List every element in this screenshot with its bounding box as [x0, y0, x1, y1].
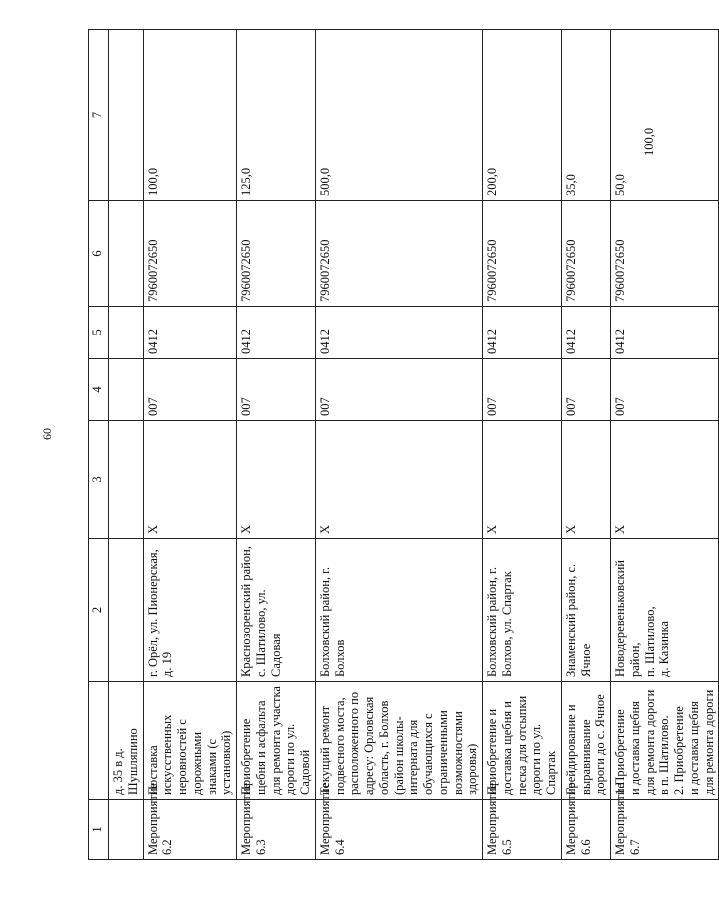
col5-value: 0412	[611, 307, 719, 359]
continuation-row	[109, 30, 144, 860]
col4-value: 007	[483, 359, 562, 421]
measure-address: Новодеревеньковский район, п. Шатилово, д. Казинка	[611, 539, 719, 682]
col3-value: Х	[143, 421, 237, 539]
table-row	[483, 30, 562, 860]
table-row	[143, 30, 237, 860]
measure-description: Приобретение щебня и асфальта для ремонта участка дороги по ул. Садовой	[237, 682, 316, 800]
header-col-7: 7	[89, 30, 109, 201]
col5-value: 0412	[143, 307, 237, 359]
measure-id: Мероприятие 6.3	[237, 800, 316, 860]
col3-value: Х	[561, 421, 610, 539]
col3-value: Х	[483, 421, 562, 539]
header-col-2: 2	[89, 539, 109, 682]
continuation-text: д. 35 в д. Шушляпино	[109, 682, 144, 800]
col7-second-value: 100,0	[641, 127, 656, 156]
col6-value: 7960072650	[611, 201, 719, 307]
col7-cell	[611, 30, 719, 201]
measure-id: Мероприятие 6.4	[315, 800, 482, 860]
table-row	[611, 30, 719, 860]
col5-value: 0412	[315, 307, 482, 359]
col6-value: 7960072650	[237, 201, 316, 307]
measure-address: Болховский район, г. Болхов, ул. Спартак	[483, 539, 562, 682]
col7-value: 35,0	[561, 30, 610, 201]
header-col-1b	[89, 682, 109, 800]
table-row	[561, 30, 610, 860]
cell-empty	[109, 800, 144, 860]
header-col-4: 4	[89, 359, 109, 421]
col5-value: 0412	[561, 307, 610, 359]
measure-id: Мероприятие 6.7	[611, 800, 719, 860]
col6-value: 7960072650	[561, 201, 610, 307]
cell-empty	[109, 359, 144, 421]
measure-description: Приобретение и доставка щебня и песка для отсыпки дороги по ул. Спартак	[483, 682, 562, 800]
col6-value: 7960072650	[143, 201, 237, 307]
cell-empty	[109, 307, 144, 359]
measure-id: Мероприятие 6.2	[143, 800, 237, 860]
col4-value: 007	[143, 359, 237, 421]
measure-description: Текущий ремонт подвесного моста, расположенного по адресу: Орловская область, г. Болхов (район школы-интерната для обучающихся с ограниченными возможностями здоровья)	[315, 682, 482, 800]
measure-description: Грейдирование и выравнивание дороги до с. Ячное	[561, 682, 610, 800]
col3-value: Х	[315, 421, 482, 539]
page-number: 60	[40, 428, 54, 440]
measure-address: Болховский район, г. Болхов	[315, 539, 482, 682]
col4-value: 007	[237, 359, 316, 421]
header-row	[89, 30, 109, 860]
col4-value: 007	[315, 359, 482, 421]
col7-value: 125,0	[237, 30, 316, 201]
measure-id: Мероприятие 6.6	[561, 800, 610, 860]
table-row	[237, 30, 316, 860]
col3-value: Х	[237, 421, 316, 539]
header-col-1: 1	[89, 800, 109, 860]
header-col-6: 6	[89, 201, 109, 307]
header-col-5: 5	[89, 307, 109, 359]
header-col-3: 3	[89, 421, 109, 539]
measure-id: Мероприятие 6.5	[483, 800, 562, 860]
rotated-table-container	[88, 30, 716, 860]
cell-empty	[109, 201, 144, 307]
measure-address: Знаменский район, с. Ячное	[561, 539, 610, 682]
measure-description: 1.Приобретение и доставка щебня для ремонта дороги в п. Шатилово. 2. Приобретение и доставка щебня для ремонта дороги	[611, 682, 719, 800]
col5-value: 0412	[237, 307, 316, 359]
col4-value: 007	[561, 359, 610, 421]
cell-empty	[109, 421, 144, 539]
cell-empty	[109, 539, 144, 682]
table-row	[315, 30, 482, 860]
col7-value: 50,0	[613, 174, 627, 196]
measure-address: г. Орёл, ул. Пионерская, д. 19	[143, 539, 237, 682]
cell-empty	[109, 30, 144, 201]
col4-value: 007	[611, 359, 719, 421]
col7-value: 200,0	[483, 30, 562, 201]
col3-value: Х	[611, 421, 719, 539]
measure-description: Поставка искусственных неровностей с дорожными знаками (с установкой)	[143, 682, 237, 800]
col7-value: 500,0	[315, 30, 482, 201]
col5-value: 0412	[483, 307, 562, 359]
budget-table	[88, 29, 719, 860]
measure-address: Краснозоренский район, с. Шатилово, ул. Садовая	[237, 539, 316, 682]
col7-value: 100,0	[143, 30, 237, 201]
col6-value: 7960072650	[483, 201, 562, 307]
col6-value: 7960072650	[315, 201, 482, 307]
